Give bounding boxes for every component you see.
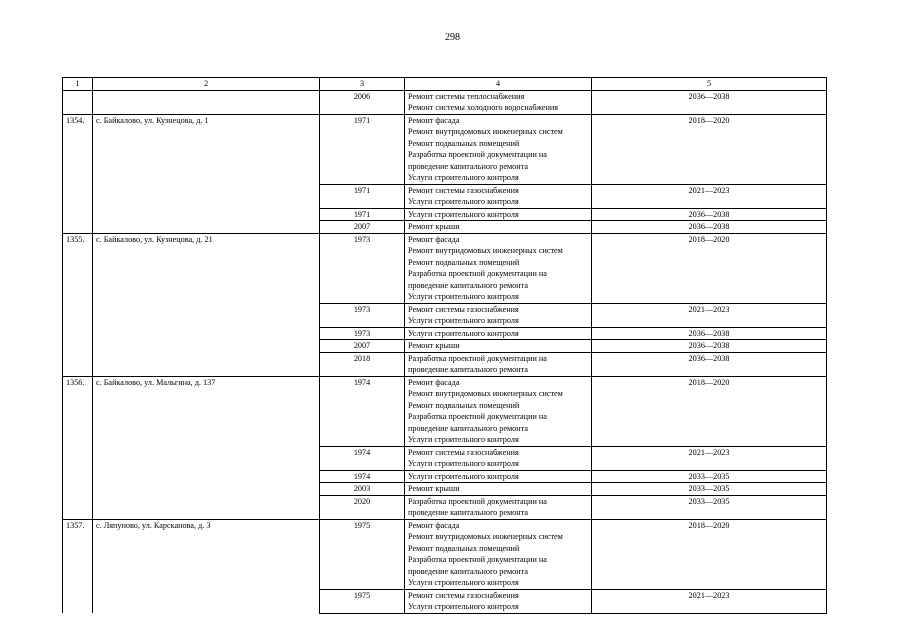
works-cell <box>405 327 592 340</box>
period-cell: 2036—2038 <box>592 221 827 234</box>
work-item: Разработка проектной документации на <box>408 269 547 278</box>
house-number-cell: 1355. <box>63 233 93 376</box>
header-cell: 4 <box>405 78 592 91</box>
year-cell: 2007 <box>320 340 405 353</box>
work-item: Ремонт крыши <box>408 484 460 493</box>
works-cell <box>405 233 592 303</box>
works-cell <box>405 208 592 221</box>
work-item: Ремонт системы газоснабжения <box>408 447 519 457</box>
header-cell: 5 <box>592 78 827 91</box>
year-cell: 1971 <box>320 114 405 184</box>
period-cell: 2036—2038 <box>592 90 827 114</box>
work-item: Разработка проектной документации на <box>408 150 547 159</box>
work-item: Ремонт системы газоснабжения <box>408 304 519 314</box>
work-item: Услуги строительного контроля <box>408 435 519 444</box>
year-cell: 1973 <box>320 233 405 303</box>
work-item: Ремонт подвальных помещений <box>408 257 520 267</box>
period-cell: 2033—2035 <box>592 470 827 483</box>
works-cell <box>405 519 592 589</box>
work-item: проведение капитального ремонта <box>408 280 528 290</box>
work-item: проведение капитального ремонта <box>408 423 528 433</box>
works-cell <box>405 114 592 184</box>
work-item: Ремонт системы газоснабжения <box>408 590 519 600</box>
table-header-row <box>63 78 827 91</box>
year-cell: 2020 <box>320 495 405 519</box>
period-cell: 2036—2038 <box>592 340 827 353</box>
period-cell: 2018—2020 <box>592 519 827 589</box>
work-item: Ремонт системы теплоснабжения <box>408 91 525 101</box>
works-cell <box>405 352 592 376</box>
year-cell: 1974 <box>320 470 405 483</box>
address-cell: с. Байкалово, ул. Мальгина, д. 137 <box>93 376 320 519</box>
work-item: проведение капитального ремонта <box>408 566 528 576</box>
house-number-cell: 1357. <box>63 519 93 613</box>
work-item: Ремонт крыши <box>408 341 460 350</box>
year-cell: 1971 <box>320 208 405 221</box>
address-cell <box>93 90 320 114</box>
table-row <box>63 90 827 114</box>
house-number-cell: 1356. <box>63 376 93 519</box>
work-item: Ремонт крыши <box>408 222 460 231</box>
works-cell <box>405 446 592 470</box>
year-cell: 2018 <box>320 352 405 376</box>
work-item: Ремонт подвальных помещений <box>408 138 520 148</box>
year-cell: 1974 <box>320 446 405 470</box>
table-row <box>63 376 827 446</box>
period-cell: 2018—2020 <box>592 376 827 446</box>
year-cell: 1973 <box>320 327 405 340</box>
works-cell <box>405 470 592 483</box>
year-cell: 2006 <box>320 90 405 114</box>
works-cell <box>405 340 592 353</box>
works-cell <box>405 376 592 446</box>
table-row <box>63 519 827 589</box>
work-item: Ремонт подвальных помещений <box>408 400 520 410</box>
year-cell: 1974 <box>320 376 405 446</box>
period-cell: 2033—2035 <box>592 483 827 496</box>
address-cell: с. Ляпуново, ул. Карсканова, д. 3 <box>93 519 320 613</box>
work-item: Ремонт внутридомовых инженерных систем <box>408 246 563 255</box>
work-item: проведение капитального ремонта <box>408 161 528 171</box>
period-cell: 2021—2023 <box>592 589 827 613</box>
house-number-cell <box>63 90 93 114</box>
works-cell <box>405 90 592 114</box>
work-item: проведение капитального ремонта <box>408 365 528 374</box>
period-cell: 2036—2038 <box>592 352 827 376</box>
work-item: Разработка проектной документации на <box>408 412 547 421</box>
work-item: Услуги строительного контроля <box>408 602 519 611</box>
table-body <box>63 90 827 613</box>
table-row <box>63 233 827 303</box>
work-item: Разработка проектной документации на <box>408 555 547 564</box>
period-cell: 2021—2023 <box>592 303 827 327</box>
work-item: Ремонт внутридомовых инженерных систем <box>408 532 563 541</box>
work-item: Услуги строительного контроля <box>408 316 519 325</box>
work-item: Услуги строительного контроля <box>408 459 519 468</box>
period-cell: 2033—2035 <box>592 495 827 519</box>
work-item: Ремонт внутридомовых инженерных систем <box>408 389 563 398</box>
work-item: Ремонт фасада <box>408 115 460 125</box>
works-cell <box>405 184 592 208</box>
year-cell: 1975 <box>320 519 405 589</box>
capital-repair-table <box>62 77 827 614</box>
work-item: Услуги строительного контроля <box>408 209 519 219</box>
work-item: Услуги строительного контроля <box>408 328 519 338</box>
work-item: Ремонт подвальных помещений <box>408 543 520 553</box>
work-item: Услуги строительного контроля <box>408 173 519 182</box>
address-cell: с. Байкалово, ул. Кузнецова, д. 21 <box>93 233 320 376</box>
work-item: проведение капитального ремонта <box>408 508 528 517</box>
period-cell: 2018—2020 <box>592 233 827 303</box>
work-item: Ремонт фасада <box>408 234 460 244</box>
address-cell: с. Байкалово, ул. Кузнецова, д. 1 <box>93 114 320 233</box>
year-cell: 1971 <box>320 184 405 208</box>
year-cell: 1973 <box>320 303 405 327</box>
work-item: Услуги строительного контроля <box>408 292 519 301</box>
period-cell: 2036—2038 <box>592 327 827 340</box>
work-item: Разработка проектной документации на <box>408 353 547 363</box>
work-item: Услуги строительного контроля <box>408 197 519 206</box>
work-item: Услуги строительного контроля <box>408 471 519 481</box>
work-item: Услуги строительного контроля <box>408 578 519 587</box>
work-item: Ремонт внутридомовых инженерных систем <box>408 127 563 136</box>
period-cell: 2021—2023 <box>592 184 827 208</box>
work-item: Ремонт фасада <box>408 520 460 530</box>
header-cell: 1 <box>63 78 93 91</box>
work-item: Разработка проектной документации на <box>408 496 547 506</box>
table-row <box>63 114 827 184</box>
works-cell <box>405 221 592 234</box>
page-number: 298 <box>445 32 460 43</box>
year-cell: 1975 <box>320 589 405 613</box>
period-cell: 2036—2038 <box>592 208 827 221</box>
header-cell: 3 <box>320 78 405 91</box>
work-item: Ремонт фасада <box>408 377 460 387</box>
period-cell: 2018—2020 <box>592 114 827 184</box>
year-cell: 2007 <box>320 221 405 234</box>
works-cell <box>405 483 592 496</box>
header-cell: 2 <box>93 78 320 91</box>
work-item: Ремонт системы холодного водоснабжения <box>408 103 559 112</box>
year-cell: 2003 <box>320 483 405 496</box>
works-cell <box>405 495 592 519</box>
work-item: Ремонт системы газоснабжения <box>408 185 519 195</box>
house-number-cell: 1354. <box>63 114 93 233</box>
period-cell: 2021—2023 <box>592 446 827 470</box>
works-cell <box>405 589 592 613</box>
works-cell <box>405 303 592 327</box>
